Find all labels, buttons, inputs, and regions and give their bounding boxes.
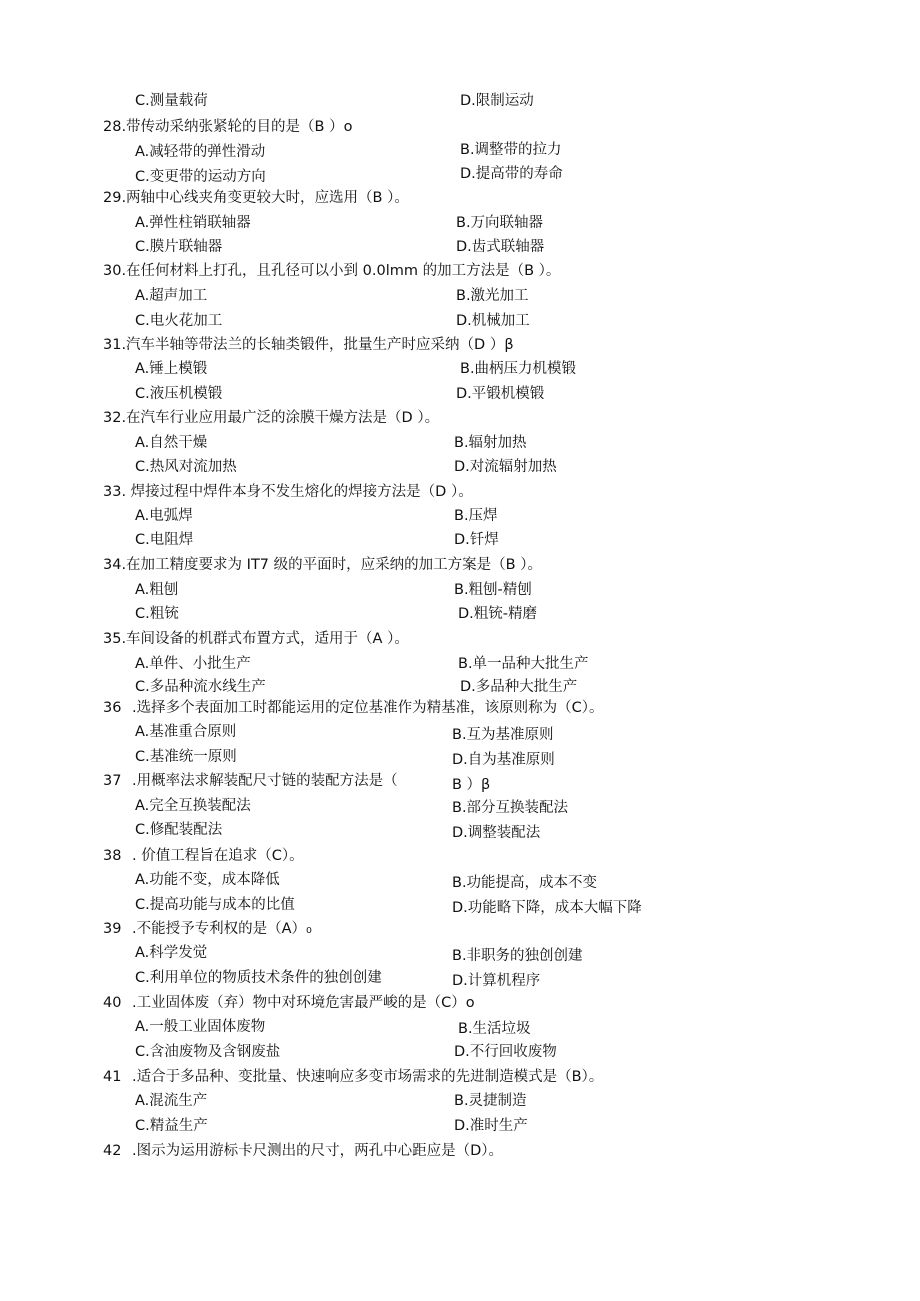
question-text: 30.在任何材料上打孔，且孔径可以小到 0.0lmm 的加工方法是（B ）。 [103, 263, 561, 279]
option-text: A.自然干燥 [135, 435, 208, 451]
option-text: C.膜片联轴器 [135, 239, 223, 255]
option-text: C.利用单位的物质技术条件的独创创建 [135, 970, 382, 986]
option-text: A.基准重合原则 [135, 724, 237, 740]
option-text: C.提高功能与成本的比值 [135, 897, 295, 913]
option-text: A.科学发觉 [135, 945, 208, 961]
option-text: C.基准统一原则 [135, 749, 237, 765]
option-text: D.对流辐射加热 [454, 459, 557, 475]
question-text: 34.在加工精度要求为 IT7 级的平面时，应采纳的加工方案是（B ）。 [103, 557, 542, 573]
option-text: B.灵捷制造 [454, 1093, 527, 1109]
option-text: A.电弧焊 [135, 508, 193, 524]
question-number: 41 [103, 1069, 122, 1085]
question-text: 29.两轴中心线夹角变更较大时，应选用（B ）。 [103, 190, 409, 206]
option-text: A.混流生产 [135, 1093, 208, 1109]
question-number: 36 [103, 700, 122, 716]
option-text: D.计算机程序 [452, 973, 541, 989]
option-text: C.电阻焊 [135, 532, 194, 548]
option-text: B.压焊 [454, 508, 498, 524]
question-text: .工业固体废（弃）物中对环境危害最严峻的是（C）o [132, 995, 475, 1011]
option-text: B.单一品种大批生产 [458, 656, 589, 672]
option-text: D.齿式联轴器 [456, 239, 545, 255]
option-text: A.减轻带的弹性滑动 [135, 144, 266, 160]
option-text: A.超声加工 [135, 288, 208, 304]
option-text: C.多品种流水线生产 [135, 679, 266, 695]
option-text: B.功能提高，成本不变 [452, 875, 598, 891]
option-text: D.多品种大批生产 [460, 679, 578, 695]
question-text: 32.在汽车行业应用最广泛的涂膜干燥方法是（D ）。 [103, 410, 440, 426]
question-text: 31.汽车半轴等带法兰的长轴类锻件，批量生产时应采纳（D ）β [103, 337, 514, 353]
question-text: .图示为运用游标卡尺测出的尺寸，两孔中心距应是（D）。 [132, 1143, 504, 1159]
option-text: C.电火花加工 [135, 313, 223, 329]
option-text: B.互为基准原则 [452, 727, 554, 743]
option-text: B.激光加工 [456, 288, 529, 304]
question-number: 40 [103, 995, 122, 1011]
question-text: .用概率法求解装配尺寸链的装配方法是（ [132, 773, 398, 789]
question-text: 35.车间设备的机群式布置方式，适用于（A ）。 [103, 631, 409, 647]
option-text: C.热风对流加热 [135, 459, 237, 475]
option-text: D.钎焊 [454, 532, 499, 548]
question-number: 37 [103, 773, 122, 789]
option-text: B.部分互换装配法 [452, 800, 569, 816]
option-text: C.液压机模锻 [135, 386, 223, 402]
option-text: A.粗刨 [135, 582, 179, 598]
option-text: A.功能不变，成本降低 [135, 872, 280, 888]
option-text: D.准时生产 [454, 1118, 528, 1134]
option-text: D.限制运动 [460, 93, 534, 109]
option-text: D.功能略下降，成本大幅下降 [452, 900, 642, 916]
question-number: 42 [103, 1143, 122, 1159]
option-text: C.含油废物及含钢废盐 [135, 1044, 281, 1060]
option-text: D.机械加工 [456, 313, 530, 329]
option-text: D.不行回收废物 [454, 1044, 557, 1060]
question-number: 38 [103, 848, 122, 864]
option-text: C.测量载荷 [135, 93, 208, 109]
option-text: C.粗铳 [135, 606, 179, 622]
option-text: D.平锻机模锻 [456, 386, 545, 402]
option-text: B.粗刨-精刨 [454, 582, 532, 598]
option-text: B.辐射加热 [454, 435, 527, 451]
question-text: .选择多个表面加工时都能运用的定位基准作为精基准，该原则称为（C）。 [132, 700, 604, 716]
option-text: B.万向联轴器 [456, 215, 544, 231]
option-text: B.非职务的独创创建 [452, 948, 583, 964]
option-text: A.一般工业固体废物 [135, 1019, 266, 1035]
question-text: 33. 焊接过程中焊件本身不发生熔化的焊接方法是（D ）。 [103, 484, 473, 500]
question-text: 28.带传动采纳张紧轮的目的是（B ）o [103, 119, 353, 135]
option-text: C.变更带的运动方向 [135, 169, 266, 185]
option-text: D.调整装配法 [452, 825, 541, 841]
option-text: A.完全互换装配法 [135, 798, 251, 814]
question-number: 39 [103, 921, 122, 937]
option-text: A.弹性柱销联轴器 [135, 215, 251, 231]
option-text: B.曲柄压力机模锻 [460, 361, 577, 377]
option-text: A.锤上模锻 [135, 361, 208, 377]
option-text: B.生活垃圾 [458, 1021, 531, 1037]
option-text: D.提高带的寿命 [460, 166, 563, 182]
option-text: D.自为基准原则 [452, 752, 555, 768]
option-text: B ）β [452, 777, 491, 793]
question-text: . 价值工程旨在追求（C）。 [132, 848, 304, 864]
option-text: B.调整带的拉力 [460, 142, 562, 158]
option-text: A.单件、小批生产 [135, 656, 251, 672]
question-text: .适合于多品种、变批量、快速响应多变市场需求的先进制造模式是（B）。 [132, 1069, 604, 1085]
question-text: .不能授予专利权的是（A）₀ [132, 921, 312, 937]
option-text: D.粗铳-精磨 [458, 606, 538, 622]
option-text: C.修配装配法 [135, 822, 223, 838]
option-text: C.精益生产 [135, 1118, 208, 1134]
